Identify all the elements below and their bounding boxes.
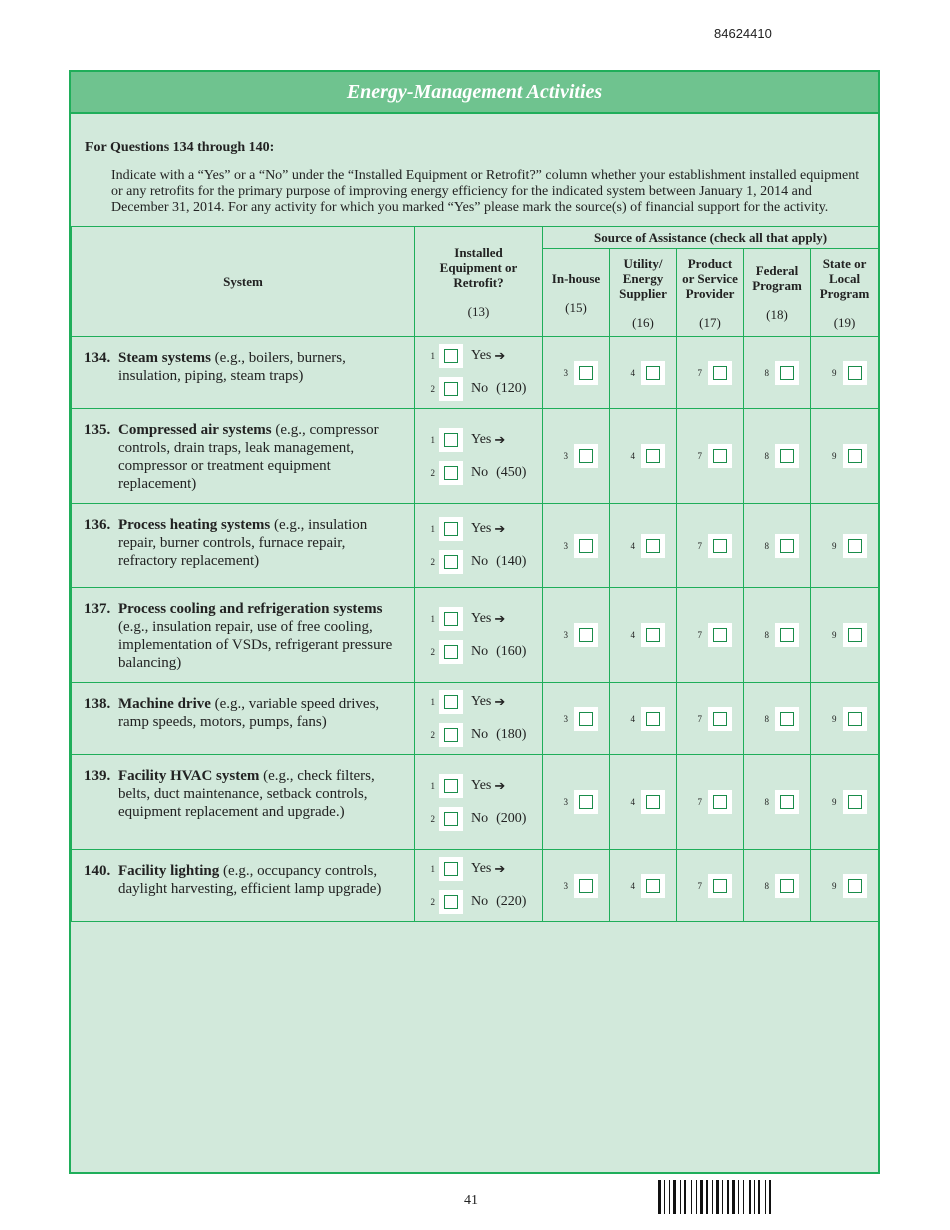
header-source-label: State or Local Program xyxy=(819,255,870,301)
source-cell xyxy=(677,409,744,504)
barcode-bar xyxy=(658,1180,661,1214)
source-code: 4 xyxy=(630,797,635,807)
option-code: 1 xyxy=(430,613,435,624)
option-code: 1 xyxy=(430,864,435,874)
source-code: 3 xyxy=(563,540,568,551)
no-option xyxy=(415,802,542,835)
source-checkbox[interactable] xyxy=(713,879,727,893)
source-code: 3 xyxy=(563,797,568,807)
question-examples: (e.g., variable speed drives, ramp speeds, motors, pumps, fans) xyxy=(118,696,380,730)
source-code: 7 xyxy=(697,540,702,551)
question-examples: (e.g., occupancy controls, daylight harvesting, efficient lamp upgrade) xyxy=(118,863,382,897)
yes-label: Yes xyxy=(471,431,492,447)
question-row xyxy=(72,850,879,922)
source-cell xyxy=(677,504,744,588)
form-id: 84624410 xyxy=(714,26,772,41)
question-number: 138. xyxy=(84,696,111,712)
barcode-bar xyxy=(700,1180,703,1214)
skip-instruction: (180) xyxy=(496,727,527,742)
source-code: 3 xyxy=(563,880,568,891)
source-checkbox[interactable] xyxy=(579,539,593,553)
header-source-label: Federal Program xyxy=(752,263,802,293)
barcode-bar xyxy=(691,1180,692,1214)
barcode-bar xyxy=(743,1180,744,1214)
source-cell xyxy=(811,683,879,755)
installed-cell xyxy=(415,504,543,588)
arrow-right-icon: ➔ xyxy=(494,610,506,626)
source-cell xyxy=(543,337,610,409)
yes-label: Yes xyxy=(471,861,492,876)
yes-option xyxy=(415,769,542,802)
header-source-label: Product or Service Provider xyxy=(682,255,738,301)
option-code: 1 xyxy=(430,351,435,361)
header-source-num: (17) xyxy=(699,314,721,330)
source-code: 9 xyxy=(832,451,837,461)
source-checkbox[interactable] xyxy=(646,449,660,463)
activities-table xyxy=(71,226,879,922)
source-cell xyxy=(610,409,677,504)
no-option xyxy=(415,886,542,919)
source-code: 7 xyxy=(697,880,702,891)
page-number: 41 xyxy=(464,1193,478,1208)
header-source-num: (16) xyxy=(632,314,654,330)
no-checkbox[interactable] xyxy=(444,555,458,569)
yes-option xyxy=(415,340,542,373)
no-checkbox[interactable] xyxy=(444,466,458,480)
source-checkbox[interactable] xyxy=(713,628,727,642)
skip-instruction: (120) xyxy=(496,381,527,396)
source-code: 4 xyxy=(630,540,635,551)
source-code: 7 xyxy=(697,630,702,640)
system-cell xyxy=(72,755,415,850)
source-cell xyxy=(744,504,811,588)
source-checkbox[interactable] xyxy=(646,539,660,553)
source-cell xyxy=(811,755,879,850)
option-code: 2 xyxy=(430,813,435,824)
barcode-bar xyxy=(669,1180,670,1214)
source-code: 4 xyxy=(630,713,635,724)
skip-instruction: (200) xyxy=(496,810,527,826)
installed-cell xyxy=(415,850,543,922)
source-checkbox[interactable] xyxy=(848,539,862,553)
source-code: 9 xyxy=(832,797,837,807)
source-cell xyxy=(543,850,610,922)
yes-option xyxy=(415,423,542,456)
header-source-3 xyxy=(744,249,811,337)
source-cell xyxy=(610,683,677,755)
instructions xyxy=(71,114,878,226)
source-cell xyxy=(543,683,610,755)
option-code: 2 xyxy=(430,897,435,907)
source-cell xyxy=(811,850,879,922)
yes-label: Yes xyxy=(471,610,492,626)
source-cell xyxy=(543,755,610,850)
no-label: No xyxy=(471,643,489,659)
arrow-right-icon: ➔ xyxy=(494,694,506,709)
source-checkbox[interactable] xyxy=(713,712,727,726)
question-number: 135. xyxy=(84,422,111,438)
barcode-bar xyxy=(754,1180,755,1214)
header-source-group: Source of Assistance (check all that apply) xyxy=(543,227,879,249)
barcode-bar xyxy=(765,1180,766,1214)
header-system: System xyxy=(72,227,415,337)
source-checkbox[interactable] xyxy=(713,795,727,809)
yes-checkbox[interactable] xyxy=(444,612,458,626)
source-code: 4 xyxy=(630,367,635,378)
yes-option xyxy=(415,853,542,886)
source-cell xyxy=(610,755,677,850)
source-cell xyxy=(744,683,811,755)
header-installed-label: Installed Equipment or Retrofit? xyxy=(439,244,518,290)
option-code: 1 xyxy=(430,697,435,707)
yes-checkbox[interactable] xyxy=(444,433,458,447)
source-code: 9 xyxy=(832,540,837,551)
source-checkbox[interactable] xyxy=(713,366,727,380)
header-installed-num: (13) xyxy=(467,303,490,319)
source-code: 8 xyxy=(764,713,769,724)
source-cell xyxy=(744,588,811,683)
question-examples: (e.g., boilers, burners, insulation, piping, steam traps) xyxy=(118,350,346,384)
arrow-right-icon: ➔ xyxy=(494,431,506,447)
source-checkbox[interactable] xyxy=(780,628,794,642)
question-number: 134. xyxy=(84,350,111,366)
instructions-heading: For Questions 134 through 140: xyxy=(85,140,275,155)
source-cell xyxy=(811,409,879,504)
no-option xyxy=(415,546,542,579)
system-cell xyxy=(72,588,415,683)
source-checkbox[interactable] xyxy=(780,712,794,726)
no-checkbox[interactable] xyxy=(444,728,458,742)
barcode-bar xyxy=(684,1180,686,1214)
source-checkbox[interactable] xyxy=(646,366,660,380)
system-cell xyxy=(72,504,415,588)
question-system-name: Steam systems xyxy=(118,350,211,366)
source-code: 9 xyxy=(832,367,837,378)
source-code: 8 xyxy=(764,367,769,378)
yes-checkbox[interactable] xyxy=(444,862,458,876)
source-code: 3 xyxy=(563,713,568,724)
option-code: 2 xyxy=(430,557,435,567)
source-cell xyxy=(677,850,744,922)
system-cell xyxy=(72,337,415,409)
source-code: 8 xyxy=(764,630,769,640)
question-system-name: Process heating systems xyxy=(118,517,271,533)
option-code: 1 xyxy=(430,524,435,534)
source-checkbox[interactable] xyxy=(646,712,660,726)
source-code: 7 xyxy=(697,367,702,378)
source-checkbox[interactable] xyxy=(646,795,660,809)
barcode-bar xyxy=(758,1180,760,1214)
source-cell xyxy=(811,588,879,683)
question-system-name: Process cooling and refrigeration systems xyxy=(118,601,383,617)
instructions-body: Indicate with a “Yes” or a “No” under the “Installed Equipment or Retrofit?” column whether your establishment installed equipment or any retrofits for the primary purpose of improving energy efficiency for the indicated system between January 1, 2014 and December 31, 2014. For any activity for which you marked “Yes” please mark the source(s) of financial support for the activity. xyxy=(111,168,860,215)
system-cell xyxy=(72,409,415,504)
skip-instruction: (140) xyxy=(496,554,527,569)
barcode-bar xyxy=(664,1180,665,1214)
option-code: 2 xyxy=(430,646,435,657)
barcode-bar xyxy=(706,1180,708,1214)
no-option xyxy=(415,635,542,668)
yes-label: Yes xyxy=(471,348,492,363)
source-cell xyxy=(811,504,879,588)
yes-label: Yes xyxy=(471,521,492,536)
source-code: 8 xyxy=(764,451,769,461)
source-cell xyxy=(543,504,610,588)
skip-instruction: (220) xyxy=(496,894,527,909)
header-source-0 xyxy=(543,249,610,337)
source-checkbox[interactable] xyxy=(579,795,593,809)
question-number: 137. xyxy=(84,601,111,617)
source-checkbox[interactable] xyxy=(579,366,593,380)
source-checkbox[interactable] xyxy=(848,879,862,893)
barcode xyxy=(658,1180,836,1214)
source-cell xyxy=(744,409,811,504)
source-cell xyxy=(677,337,744,409)
no-label: No xyxy=(471,727,489,742)
source-checkbox[interactable] xyxy=(848,795,862,809)
source-code: 8 xyxy=(764,880,769,891)
source-checkbox[interactable] xyxy=(646,879,660,893)
yes-checkbox[interactable] xyxy=(444,522,458,536)
installed-cell xyxy=(415,588,543,683)
barcode-bar xyxy=(673,1180,676,1214)
barcode-bar xyxy=(716,1180,719,1214)
question-row xyxy=(72,337,879,409)
source-cell xyxy=(677,755,744,850)
skip-instruction: (450) xyxy=(496,464,527,480)
question-examples: (e.g., check filters, belts, duct maintenance, setback controls, equipment replacement and upgrade.) xyxy=(118,768,375,820)
no-option xyxy=(415,456,542,489)
source-cell xyxy=(677,683,744,755)
arrow-right-icon: ➔ xyxy=(494,521,506,536)
source-checkbox[interactable] xyxy=(579,628,593,642)
barcode-bar xyxy=(696,1180,697,1214)
source-code: 4 xyxy=(630,451,635,461)
installed-cell xyxy=(415,409,543,504)
system-cell xyxy=(72,850,415,922)
source-checkbox[interactable] xyxy=(848,628,862,642)
source-code: 8 xyxy=(764,540,769,551)
source-cell xyxy=(677,588,744,683)
yes-checkbox[interactable] xyxy=(444,779,458,793)
option-code: 1 xyxy=(430,434,435,445)
arrow-right-icon: ➔ xyxy=(494,777,506,793)
source-code: 7 xyxy=(697,797,702,807)
source-checkbox[interactable] xyxy=(780,366,794,380)
source-checkbox[interactable] xyxy=(579,712,593,726)
question-examples: (e.g., insulation repair, use of free cooling, implementation of VSDs, refrigerant pressure balancing) xyxy=(118,619,393,671)
source-checkbox[interactable] xyxy=(713,449,727,463)
no-checkbox[interactable] xyxy=(444,812,458,826)
question-row xyxy=(72,683,879,755)
header-source-num: (18) xyxy=(766,307,788,322)
yes-option xyxy=(415,686,542,719)
source-checkbox[interactable] xyxy=(848,712,862,726)
source-cell xyxy=(744,337,811,409)
source-checkbox[interactable] xyxy=(848,449,862,463)
source-checkbox[interactable] xyxy=(780,795,794,809)
source-cell xyxy=(744,755,811,850)
source-code: 9 xyxy=(832,630,837,640)
header-source-1 xyxy=(610,249,677,337)
header-source-4 xyxy=(811,249,879,337)
question-row xyxy=(72,504,879,588)
header-installed xyxy=(415,227,543,337)
barcode-bar xyxy=(749,1180,751,1214)
source-code: 8 xyxy=(764,797,769,807)
form-frame xyxy=(69,70,880,1174)
source-checkbox[interactable] xyxy=(579,879,593,893)
source-checkbox[interactable] xyxy=(780,879,794,893)
source-checkbox[interactable] xyxy=(579,449,593,463)
question-system-name: Facility HVAC system xyxy=(118,768,260,784)
barcode-bar xyxy=(769,1180,771,1214)
source-cell xyxy=(543,409,610,504)
source-checkbox[interactable] xyxy=(780,539,794,553)
header-source-2 xyxy=(677,249,744,337)
barcode-bar xyxy=(727,1180,729,1214)
source-cell xyxy=(610,850,677,922)
yes-checkbox[interactable] xyxy=(444,695,458,709)
source-code: 4 xyxy=(630,880,635,891)
no-checkbox[interactable] xyxy=(444,382,458,396)
question-row xyxy=(72,755,879,850)
barcode-bar xyxy=(738,1180,739,1214)
yes-checkbox[interactable] xyxy=(444,349,458,363)
no-label: No xyxy=(471,554,489,569)
question-number: 139. xyxy=(84,768,111,784)
question-number: 140. xyxy=(84,863,111,879)
question-system-name: Machine drive xyxy=(118,696,211,712)
header-source-label: In-house xyxy=(551,270,601,286)
arrow-right-icon: ➔ xyxy=(494,348,506,363)
no-label: No xyxy=(471,894,489,909)
source-cell xyxy=(610,337,677,409)
source-code: 3 xyxy=(563,630,568,640)
source-code: 7 xyxy=(697,713,702,724)
question-examples: (e.g., insulation repair, burner controls, furnace repair, refractory replacement) xyxy=(118,517,368,569)
system-cell xyxy=(72,683,415,755)
no-label: No xyxy=(471,810,489,826)
installed-cell xyxy=(415,337,543,409)
no-option xyxy=(415,719,542,752)
source-checkbox[interactable] xyxy=(713,539,727,553)
question-row xyxy=(72,588,879,683)
source-cell xyxy=(744,850,811,922)
source-checkbox[interactable] xyxy=(646,628,660,642)
barcode-bar xyxy=(722,1180,723,1214)
option-code: 2 xyxy=(430,384,435,394)
source-code: 3 xyxy=(563,367,568,378)
source-code: 9 xyxy=(832,713,837,724)
barcode-bar xyxy=(732,1180,735,1214)
source-checkbox[interactable] xyxy=(780,449,794,463)
source-code: 7 xyxy=(697,451,702,461)
question-system-name: Facility lighting xyxy=(118,863,220,879)
yes-label: Yes xyxy=(471,777,492,793)
barcode-bar xyxy=(680,1180,681,1214)
no-label: No xyxy=(471,381,489,396)
source-cell xyxy=(811,337,879,409)
section-title: Energy-Management Activities xyxy=(71,72,878,114)
yes-option xyxy=(415,513,542,546)
option-code: 2 xyxy=(430,730,435,740)
source-cell xyxy=(543,588,610,683)
header-source-num: (19) xyxy=(833,314,856,330)
source-cell xyxy=(610,588,677,683)
no-checkbox[interactable] xyxy=(444,895,458,909)
installed-cell xyxy=(415,683,543,755)
question-number: 136. xyxy=(84,517,111,533)
option-code: 2 xyxy=(430,467,435,478)
no-label: No xyxy=(471,464,489,480)
source-cell xyxy=(610,504,677,588)
question-row xyxy=(72,409,879,504)
yes-option xyxy=(415,602,542,635)
source-code: 4 xyxy=(630,630,635,640)
header-source-label: Utility/ Energy Supplier xyxy=(619,255,667,301)
installed-cell xyxy=(415,755,543,850)
no-option xyxy=(415,373,542,406)
header-source-num: (15) xyxy=(565,299,587,315)
skip-instruction: (160) xyxy=(496,643,527,659)
barcode-bar xyxy=(712,1180,713,1214)
question-system-name: Compressed air systems xyxy=(118,422,272,438)
source-code: 3 xyxy=(563,451,568,461)
question-examples: (e.g., compressor controls, drain traps, leak management, compressor or treatment equipment replacement) xyxy=(118,422,379,492)
option-code: 1 xyxy=(430,780,435,791)
source-code: 9 xyxy=(832,880,837,891)
arrow-right-icon: ➔ xyxy=(494,861,506,876)
no-checkbox[interactable] xyxy=(444,645,458,659)
yes-label: Yes xyxy=(471,694,492,709)
source-checkbox[interactable] xyxy=(848,366,862,380)
